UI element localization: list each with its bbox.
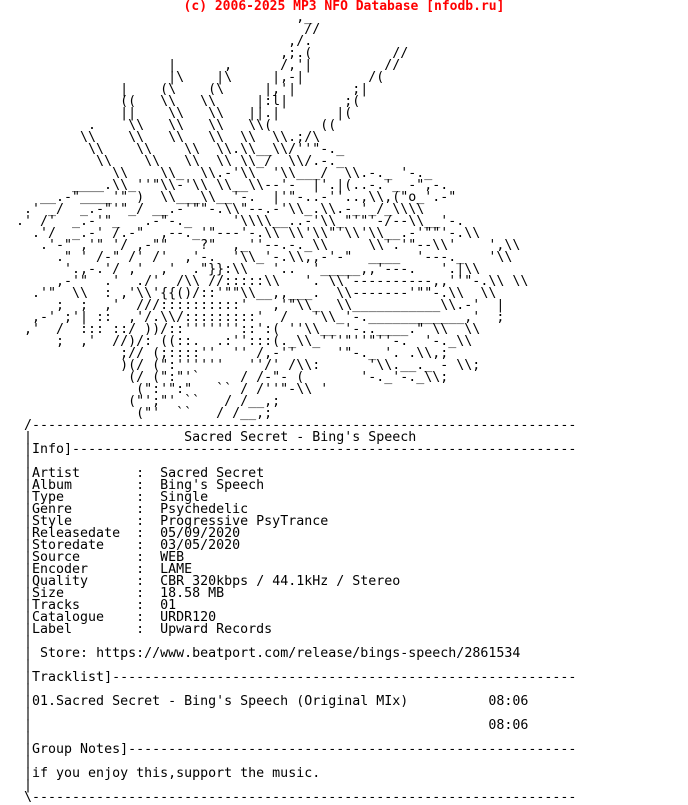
info-field: |Style : Progressive PsyTrance (16, 514, 329, 529)
ascii-art-line: ; ; ,' ///::::::::::' ,'"\\_ \\___________\\.-' | (16, 298, 505, 313)
release-title: Sacred Secret - Bing's Speech (184, 430, 417, 445)
info-field: |Releasedate : 05/09/2020 (16, 526, 241, 541)
ascii-art-line: \\ \\ \\ \\ \\ \\.;/\ (16, 130, 321, 145)
field-label: Tracks (32, 598, 81, 613)
section-header-group-notes: |Group Notes]-------------------------------------------------------- (16, 742, 577, 757)
ascii-art-line: (":'":" `` / /''"-\\ ' (16, 382, 329, 397)
ascii-art-line: .'" \\ : ,'\\'{{()/::'""\\__,,___. \\-------'""-.\\ \\ (16, 286, 497, 301)
ascii-art-line: | , /,'| // (16, 58, 401, 73)
total-time: 08:06 (488, 718, 529, 733)
nfo-body (16, 420, 576, 804)
info-field: |Album : Bing's Speech (16, 478, 265, 493)
info-field: |Artist : Sacred Secret (16, 466, 265, 481)
ascii-art-line: ("' `` / /__,; (16, 406, 273, 421)
group-note-line: |if you enjoy this,support the music. (16, 766, 321, 781)
field-label: Type (32, 490, 65, 505)
site-header: (c) 2006-2025 MP3 NFO Database [nfodb.ru] (183, 0, 505, 14)
field-label: Storedate (32, 538, 105, 553)
field-label: Catalogue (32, 610, 105, 625)
ascii-art-line: || \\ \\ ||.| |( (16, 106, 353, 121)
info-field: |Catalogue : URDR120 (16, 610, 217, 625)
ascii-art-line: .' _/ _.-"'"_/ __.-'""-.\\"--.-'\\_.\\.-_'_/_\\\\ (16, 202, 425, 217)
field-value: WEB (160, 550, 185, 565)
group-note: if you enjoy this,support the music. (32, 766, 321, 781)
ascii-art-line: __.-"____'" ) \\___\\__'-. |'"-..-''..,\\,("o_'.-" (16, 190, 457, 205)
section-tracklist-label: Tracklist (32, 670, 105, 685)
info-field: |Type : Single (16, 490, 209, 505)
store-link: Store: https://www.beatport.com/release/bings-speech/2861534 (40, 646, 521, 661)
info-field: |Source : WEB (16, 550, 185, 565)
blank-line: | (16, 706, 33, 721)
ascii-art-line: ; ,' //)/: ((::. .:'':::(._\\_'''"''"''-. '-._\\ (16, 334, 473, 349)
ascii-art-line: ("';"' `` / /__,; (16, 394, 281, 409)
field-value: Upward Records (160, 622, 273, 637)
ascii-art-line: ,;.( // (16, 46, 409, 61)
field-value: URDR120 (160, 610, 217, 625)
blank-line: | (16, 454, 33, 469)
info-field: |Label : Upward Records (16, 622, 273, 637)
field-value: 05/09/2020 (160, 526, 241, 541)
info-field: |Storedate : 03/05/2020 (16, 538, 241, 553)
field-label: Source (32, 550, 81, 565)
ascii-art-line: ,-' ;'| :: ,'/.\\/:::::::::' / '\\_'-.____________,' ; (16, 310, 505, 325)
ascii-art-line: )(/ (":'''''' ''/' /\\: '\\.__._ - \\; (16, 358, 481, 373)
field-value: Single (160, 490, 209, 505)
field-value: Sacred Secret (160, 466, 265, 481)
store-line: | Store: https://www.beatport.com/release/bings-speech/2861534 (16, 646, 521, 661)
field-value: Bing's Speech (160, 478, 265, 493)
info-field: |Quality : CBR 320kbps / 44.1kHz / Stereo (16, 574, 401, 589)
blank-line: | (16, 730, 33, 745)
field-label: Album (32, 478, 73, 493)
ascii-art-line: (( \\ \\ |:l| ;( (16, 94, 361, 109)
ascii-art-line: ,-'" .' ./' /\\ //:::::\\ '. \\'----------,,''"-.\\ \\ (16, 274, 529, 289)
field-value: CBR 320kbps / 44.1kHz / Stereo (160, 574, 401, 589)
ascii-art-line: | (\ (\ |,'| ;| (16, 82, 369, 97)
blank-line: | (16, 634, 33, 649)
track-time: 08:06 (488, 694, 529, 709)
field-value: Psychedelic (160, 502, 249, 517)
blank-line: | (16, 682, 33, 697)
section-header-info: |Info]--------------------------------------------------------------- (16, 442, 577, 457)
field-value: 01 (160, 598, 177, 613)
field-label: Quality (32, 574, 89, 589)
ascii-art-line: ,/. (16, 34, 313, 49)
field-value: 18.58 MB (160, 586, 225, 601)
ascii-art-line: ,' / ::: ::/ ))/::'''''''::':( ''\\__ '-..____." \\ \\ (16, 322, 481, 337)
field-label: Releasedate (32, 526, 121, 541)
ascii-art-line: // (16, 22, 321, 37)
ascii-art-line: |\ |\ |,-| /( (16, 70, 385, 85)
total-time-row: | 08:06 (16, 718, 529, 733)
track-row: |01.Sacred Secret - Bing's Speech (Original MIx) 08:06 (16, 694, 529, 709)
ascii-art-line: \\ \\ \\ \\.\\__\\/''"-._ (16, 142, 345, 157)
ascii-art-line: ,_ (16, 10, 313, 25)
blank-line: | (16, 658, 33, 673)
ascii-art-line: '.,-.'/ ,' ,' ."}}:\\ '.. '_____,,'---. '.|\\ (16, 262, 481, 277)
ascii-art-line: .'-" ,'" '/ ,-"" ?" ,_''--.-._\\ \\'.'"--\\' ',\\ (16, 238, 521, 253)
ascii-art-line: \\ \\ \\ \\ \\_/ \\/.-._ (16, 154, 345, 169)
section-group-notes-label: Group Notes (32, 742, 121, 757)
ascii-art-line: .' /' _.-'"_ .-"-._ '\\\\__..-'\\_"'"'-/--\\__'-. (16, 214, 465, 229)
field-value: Progressive PsyTrance (160, 514, 329, 529)
ascii-art-line: ____.\\_''"\\-'\\ \\__\\--'- |'.|(..-.'_ -",-. (16, 178, 449, 193)
field-label: Encoder (32, 562, 89, 577)
ascii-art-line: (/ (":"'` / /-"- ( '-._'-._\\; (16, 370, 449, 385)
blank-line: | (16, 754, 33, 769)
top-border: /-------------------------------------------------------------------- (16, 418, 577, 433)
ascii-art-line: .'/ _.-' /.-" ,--._'"---'-.\\ \\'\\"'\\'\\__.-'""'-.\\ (16, 226, 481, 241)
ascii-art-line: . \\ \\ \\ \\( (( (16, 118, 337, 133)
track-name: 01.Sacred Secret - Bing's Speech (Original MIx) (32, 694, 409, 709)
field-label: Style (32, 514, 73, 529)
ascii-art-line: ." ' /-" /' /' ,'-. '\\_'-.\\,,-'-" ____ '---._ '\\ (16, 250, 513, 265)
nfo-document (16, 12, 576, 804)
info-field: |Encoder : LAME (16, 562, 193, 577)
section-info-label: Info (32, 442, 65, 457)
ascii-art-line: \\ \\_ \\.-'\\ '\\___/ \\.-._ '-._ (16, 166, 433, 181)
field-value: LAME (160, 562, 193, 577)
title-line: | Sacred Secret - Bing's Speech (16, 430, 417, 445)
info-field: |Size : 18.58 MB (16, 586, 225, 601)
section-header-tracklist: |Tracklist]---------------------------------------------------------- (16, 670, 577, 685)
field-label: Genre (32, 502, 73, 517)
info-field: |Genre : Psychedelic (16, 502, 249, 517)
field-label: Label (32, 622, 73, 637)
bottom-border: \-------------------------------------------------------------------- (16, 790, 577, 805)
blank-line: | (16, 778, 33, 793)
field-label: Artist (32, 466, 81, 481)
ascii-art-line: ;// (;::::'' '' /,-'' '"-._ '. .\\,; (16, 346, 449, 361)
field-value: 03/05/2020 (160, 538, 241, 553)
info-field: |Tracks : 01 (16, 598, 177, 613)
field-label: Size (32, 586, 65, 601)
ascii-art (16, 12, 576, 420)
